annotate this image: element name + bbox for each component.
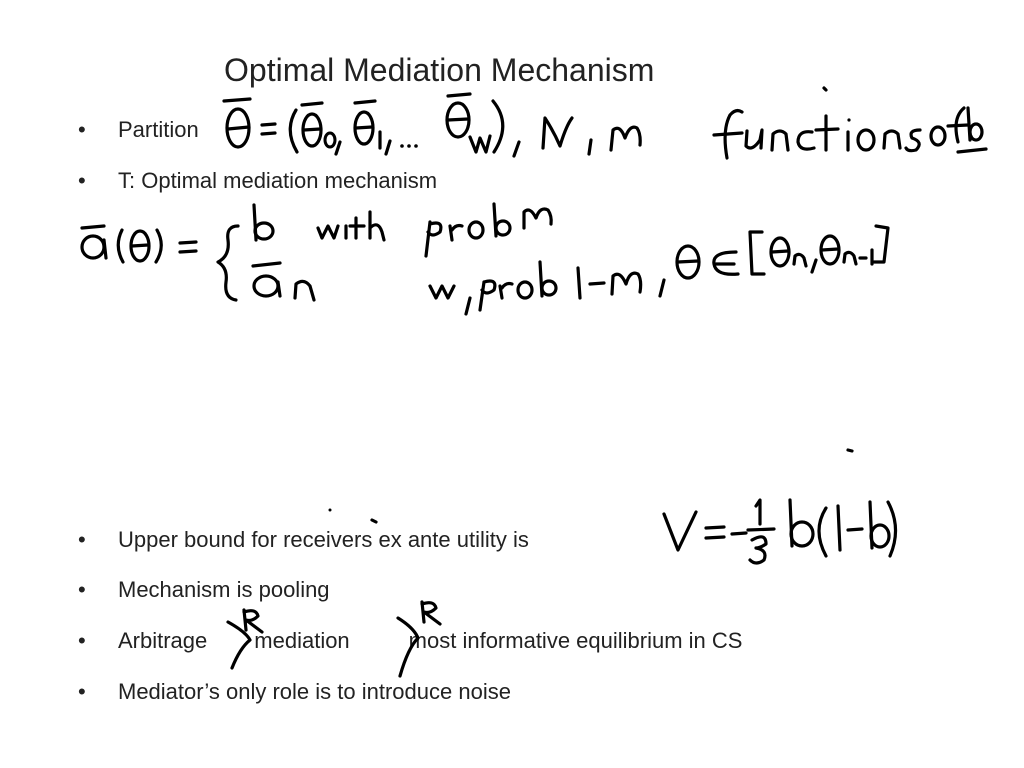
bullet-symbol: •	[78, 679, 86, 704]
bullet-symbol: •	[78, 577, 86, 602]
bullet-optimal-mechanism	[78, 168, 437, 194]
bullet-pooling	[78, 577, 330, 603]
handwritten-functions-of-b	[714, 88, 986, 158]
bullet-symbol: •	[78, 117, 86, 142]
bullet-symbol: •	[78, 527, 86, 552]
bullet-text: Upper bound for receivers ex ante utility is	[118, 527, 529, 552]
bullet-text: Partition	[118, 117, 199, 142]
bullet-text-cs: most informative equilibrium in CS	[408, 628, 743, 653]
ink-specks	[329, 450, 853, 522]
bullet-upper-bound	[78, 527, 529, 553]
bullet-text: Mediator’s only role is to introduce noise	[118, 679, 511, 704]
handwritten-upper-bound-formula	[664, 500, 896, 563]
bullet-text-arbitrage: Arbitrage	[118, 628, 208, 653]
bullet-arbitrage	[78, 628, 742, 654]
bullet-noise	[78, 679, 511, 705]
handwritten-mechanism-formula	[82, 204, 888, 314]
bullet-symbol: •	[78, 628, 86, 653]
bullet-text: Mechanism is pooling	[118, 577, 330, 602]
bullet-text-mediation: mediation	[254, 628, 350, 653]
handwritten-partition-formula	[224, 94, 640, 156]
bullet-partition	[78, 117, 199, 143]
slide-title: Optimal Mediation Mechanism	[224, 52, 655, 88]
bullet-text: T: Optimal mediation mechanism	[118, 168, 438, 193]
bullet-symbol: •	[78, 168, 86, 193]
